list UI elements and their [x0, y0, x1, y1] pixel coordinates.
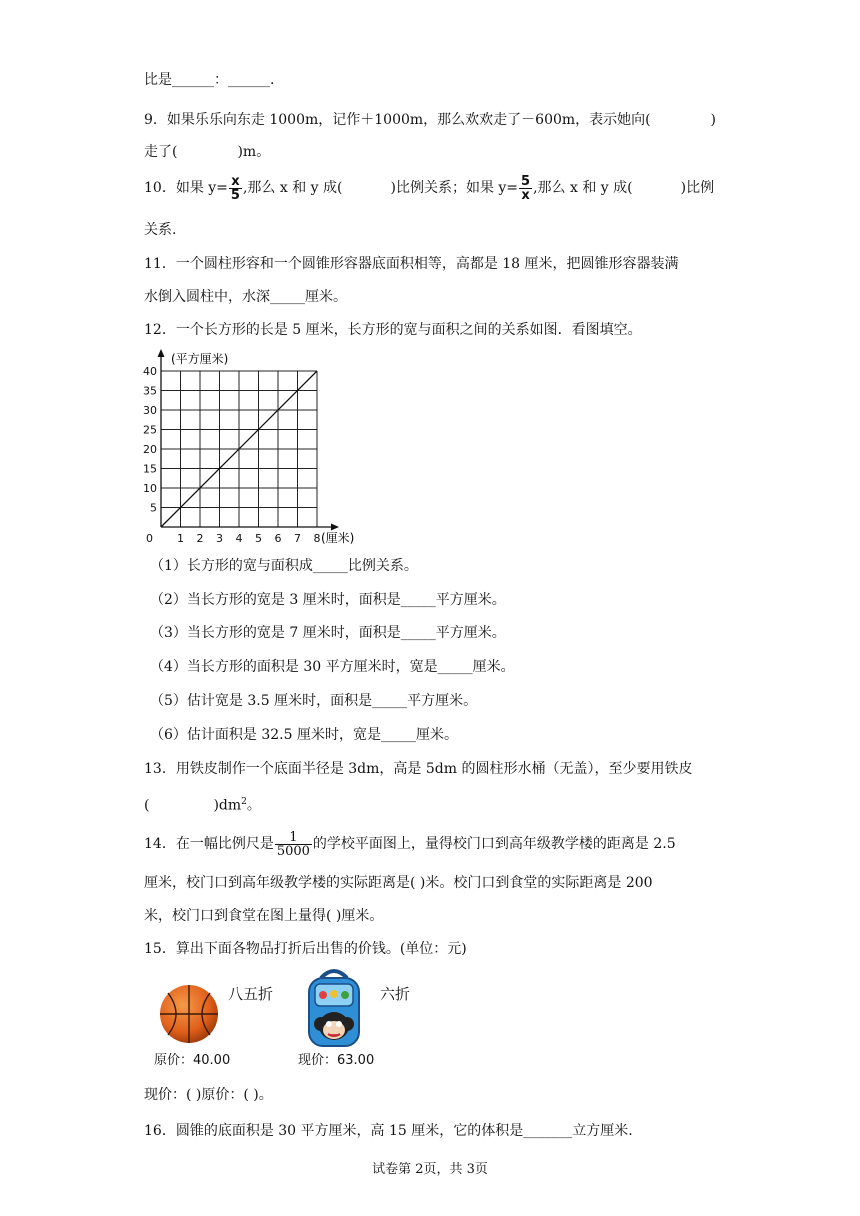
q10-frac2-num: 5	[521, 173, 531, 189]
q10-fraction-5-over-x	[519, 175, 532, 202]
q14-line1	[144, 826, 676, 862]
y-tick-label: 35	[143, 384, 157, 398]
q12-sub-6: （6）估计面积是 32.5 厘米时，宽是_____厘米。	[150, 727, 458, 743]
q10-line1	[144, 170, 714, 206]
area-width-line-chart	[140, 347, 370, 547]
x-axis-title: (厘米)	[321, 531, 355, 545]
q14-scale-fraction	[275, 831, 312, 858]
q11-line2: 水倒入圆柱中，水深_____厘米。	[144, 289, 347, 305]
q13-end: 。	[246, 797, 261, 814]
x-tick-label: 8	[313, 532, 321, 545]
q14-suffix: 的学校平面图上，量得校门口到高年级教学楼的距离是 2.5	[312, 836, 676, 852]
q14-scale-den: 5000	[276, 843, 310, 859]
y-tick-label: 20	[143, 443, 157, 456]
q9-text-a: 9．如果乐乐向东走 1000m，记作＋1000m，那么欢欢走了－600m，表示她向(	[144, 112, 651, 128]
q13-open: (	[144, 797, 150, 814]
y-axis-title: (平方厘米)	[171, 352, 229, 366]
q12-sub-3: （3）当长方形的宽是 7 厘米时，面积是_____平方厘米。	[150, 625, 506, 641]
q9-line2	[144, 142, 270, 162]
x-tick-label: 4	[235, 532, 243, 545]
q15-answer: 现价：( )原价：( )。	[144, 1087, 273, 1103]
x-tick-label: 6	[274, 532, 282, 545]
q10-frac2-den: x	[521, 187, 530, 203]
q14-line2: 厘米，校门口到高年级教学楼的实际距离是( )米。校门口到食堂的实际距离是 200	[144, 875, 653, 891]
q14-line3: 米，校门口到食堂在图上量得( )厘米。	[144, 908, 384, 924]
y-tick-label: 10	[143, 482, 157, 495]
y-tick-label: 40	[143, 365, 157, 378]
item2-price: 现价：63.00	[298, 1053, 375, 1068]
q12-sub-2: （2）当长方形的宽是 3 厘米时，面积是_____平方厘米。	[150, 592, 506, 608]
chart-ticks	[143, 351, 354, 545]
x-axis-arrow	[331, 524, 339, 531]
q10-line2: 关系.	[144, 222, 177, 238]
q9-text-c: )m。	[237, 144, 271, 160]
q12-sub-1: （1）长方形的宽与面积成_____比例关系。	[150, 558, 418, 574]
q13-line2	[144, 792, 261, 816]
q13-sup: 2	[241, 797, 247, 807]
item1-price: 原价：40.00	[154, 1053, 231, 1068]
q9-text-b: 走了(	[144, 144, 178, 160]
q16-line: 16．圆锥的底面积是 30 平方厘米，高 15 厘米，它的体积是_______立方厘米.	[144, 1123, 633, 1139]
q13-unit: )dm	[213, 797, 242, 814]
q11-line1: 11．一个圆柱形容和一个圆锥形容器底面积相等，高都是 18 厘米，把圆锥形容器装满	[144, 256, 679, 272]
y-axis-arrow	[158, 349, 165, 357]
x-tick-label: 1	[177, 532, 184, 545]
q8-tail: 比是______：______.	[144, 72, 275, 88]
backpack-image	[303, 966, 365, 1050]
q10-frac1-den: 5	[230, 187, 240, 203]
q10-prefix: 10．如果 y=	[144, 180, 228, 196]
y-tick-label: 15	[143, 462, 157, 476]
y-tick-label: 25	[143, 423, 157, 437]
q10-mid: ,那么 x 和 y 成(	[242, 180, 343, 196]
q12-sub-5: （5）估计宽是 3.5 厘米时，面积是_____平方厘米。	[150, 693, 478, 709]
q10-fraction-x-over-5	[229, 175, 242, 202]
q9-blank-close: )	[710, 112, 716, 128]
x-tick-label: 5	[255, 532, 262, 545]
q10-mid2: )比例关系；如果 y=	[390, 180, 519, 196]
y-tick-label: 5	[150, 501, 157, 515]
y-tick-label: 30	[143, 404, 157, 417]
basketball-image	[158, 983, 220, 1045]
q13-line1: 13．用铁皮制作一个底面半径是 3dm，高是 5dm 的圆柱形水桶（无盖），至少要用铁皮	[144, 761, 693, 777]
q12-intro: 12．一个长方形的长是 5 厘米，长方形的宽与面积之间的关系如图．看图填空。	[144, 322, 642, 338]
q10-tail: ,那么 x 和 y 成(	[533, 180, 633, 196]
item2-discount: 六折	[380, 985, 411, 1003]
q10-frac1-num: x	[229, 175, 242, 189]
x-tick-label: 3	[216, 532, 223, 545]
x-tick-label: 7	[294, 532, 301, 545]
page-footer: 试卷第 2页，共 3页	[372, 1162, 488, 1177]
x-tick-label: 2	[196, 532, 204, 545]
q14-prefix: 14．在一幅比例尺是	[144, 836, 274, 852]
q15-intro: 15．算出下面各物品打折后出售的价钱。(单位：元)	[144, 941, 467, 957]
q14-scale-num: 1	[275, 831, 312, 845]
origin-label: 0	[146, 532, 153, 545]
q12-sub-4: （4）当长方形的面积是 30 平方厘米时，宽是_____厘米。	[150, 659, 515, 675]
q10-end: )比例	[680, 180, 715, 196]
item1-discount: 八五折	[228, 985, 274, 1003]
q9-line1	[144, 110, 716, 130]
